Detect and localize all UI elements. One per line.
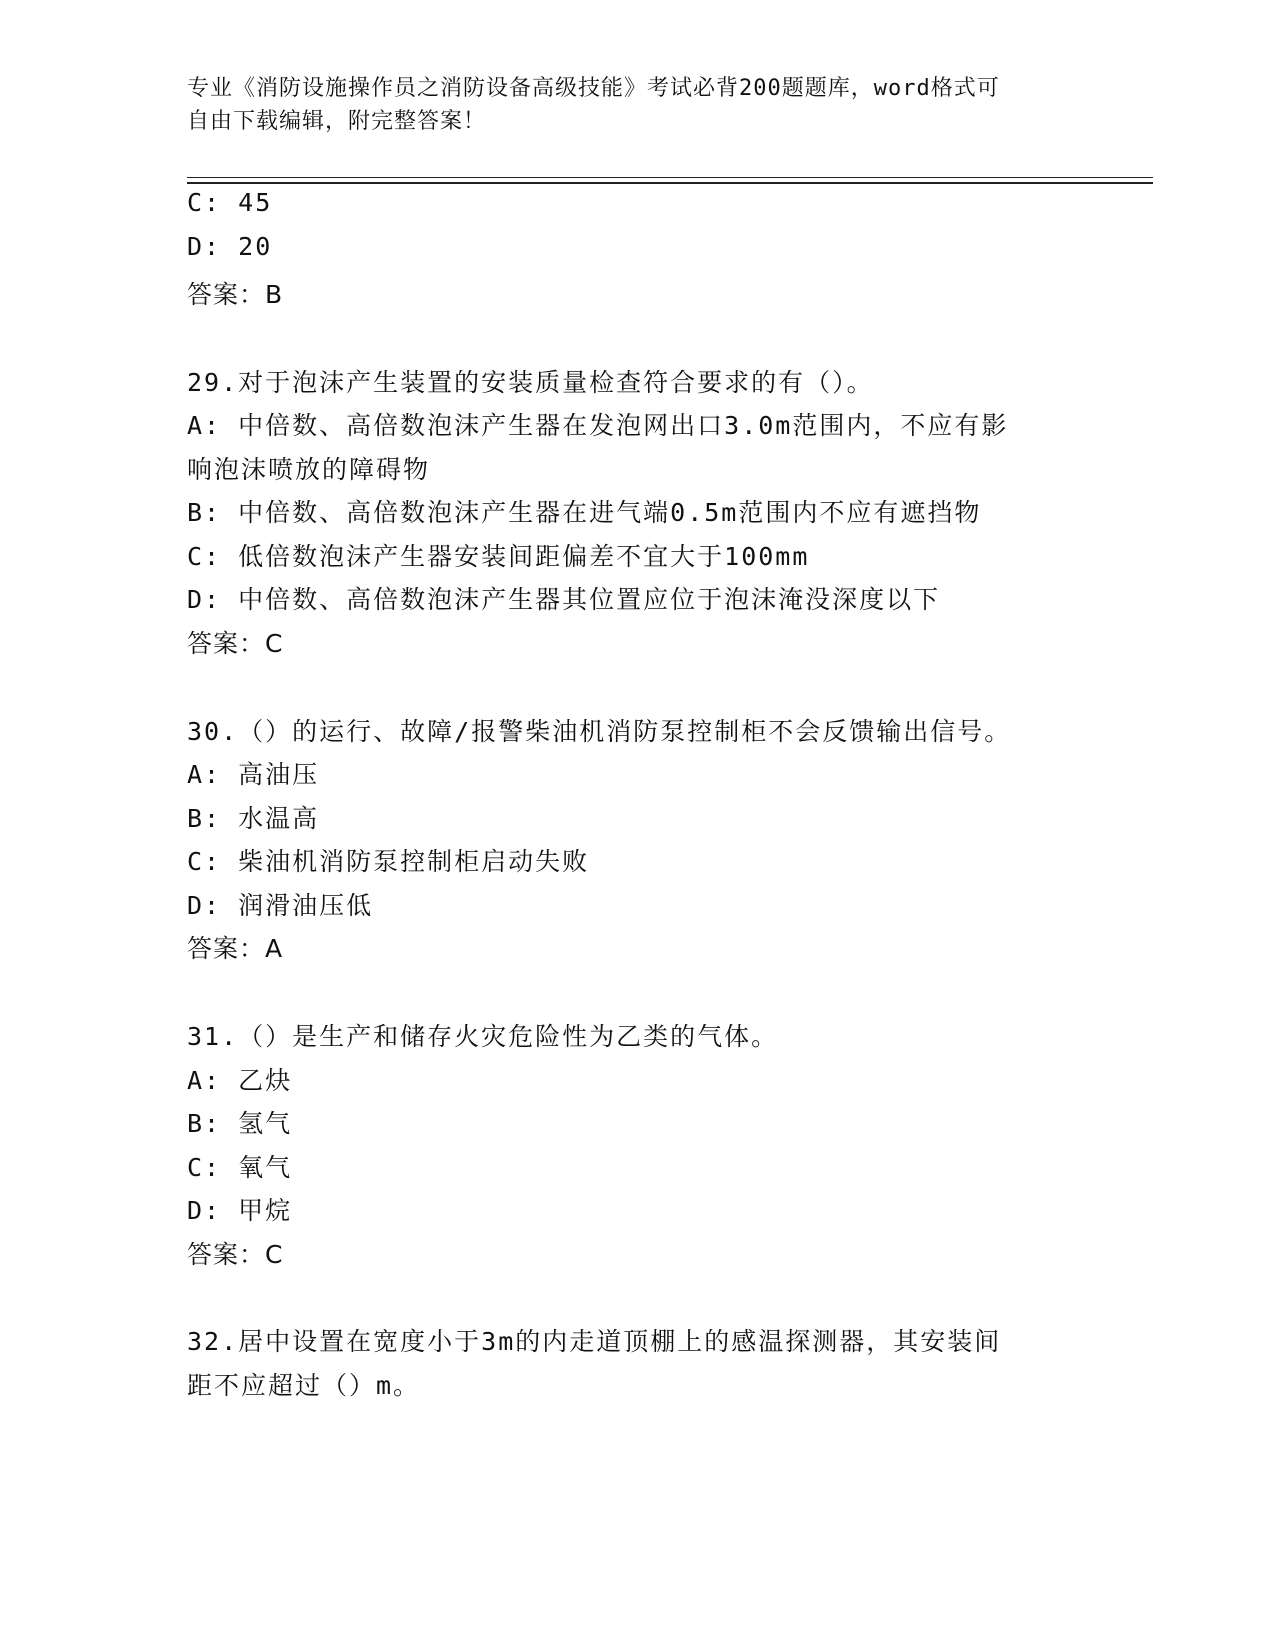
header-divider-thin xyxy=(187,177,1153,178)
q29-option-b: B: 中倍数、高倍数泡沫产生器在进气端0.5m范围内不应有遮挡物 xyxy=(187,498,982,527)
q31-option-b: B: 氢气 xyxy=(187,1109,293,1138)
q31-stem: 31.（）是生产和储存火灾危险性为乙类的气体。 xyxy=(187,1022,779,1051)
q30-answer: 答案：A xyxy=(187,934,284,963)
header-line-2: 自由下载编辑，附完整答案！ xyxy=(187,109,487,134)
q30-option-a: A: 高油压 xyxy=(187,760,320,789)
q32-stem-line2: 距不应超过（）m。 xyxy=(187,1371,421,1400)
q29-option-a-line1: A: 中倍数、高倍数泡沫产生器在发泡网出口3.0m范围内，不应有影 xyxy=(187,411,1009,440)
q29-option-d: D: 中倍数、高倍数泡沫产生器其位置应位于泡沫淹没深度以下 xyxy=(187,585,941,614)
q30-stem: 30.（）的运行、故障/报警柴油机消防泵控制柜不会反馈输出信号。 xyxy=(187,717,1012,746)
q30-option-b: B: 水温高 xyxy=(187,804,320,833)
prev-answer: 答案：B xyxy=(187,280,284,309)
prev-option-c: C: 45 xyxy=(187,188,273,217)
q32-stem-line1: 32.居中设置在宽度小于3m的内走道顶棚上的感温探测器，其安装间 xyxy=(187,1327,1002,1356)
q30-option-c: C: 柴油机消防泵控制柜启动失败 xyxy=(187,847,590,876)
q31-option-c: C: 氧气 xyxy=(187,1153,293,1182)
q31-answer: 答案：C xyxy=(187,1240,284,1269)
q30-option-d: D: 润滑油压低 xyxy=(187,891,374,920)
q31-option-d: D: 甲烷 xyxy=(187,1196,293,1225)
q29-option-a-line2: 响泡沫喷放的障碍物 xyxy=(187,455,431,484)
q29-stem: 29.对于泡沫产生装置的安装质量检查符合要求的有（）。 xyxy=(187,368,874,397)
q29-option-c: C: 低倍数泡沫产生器安装间距偏差不宜大于100mm xyxy=(187,542,810,571)
document-header xyxy=(187,72,1067,138)
header-line-1: 专业《消防设施操作员之消防设备高级技能》考试必背200题题库，word格式可 xyxy=(187,76,1000,101)
q29-answer: 答案：C xyxy=(187,629,284,658)
q31-option-a: A: 乙炔 xyxy=(187,1066,293,1095)
header-divider-thick xyxy=(187,182,1153,184)
prev-option-d: D: 20 xyxy=(187,232,273,261)
